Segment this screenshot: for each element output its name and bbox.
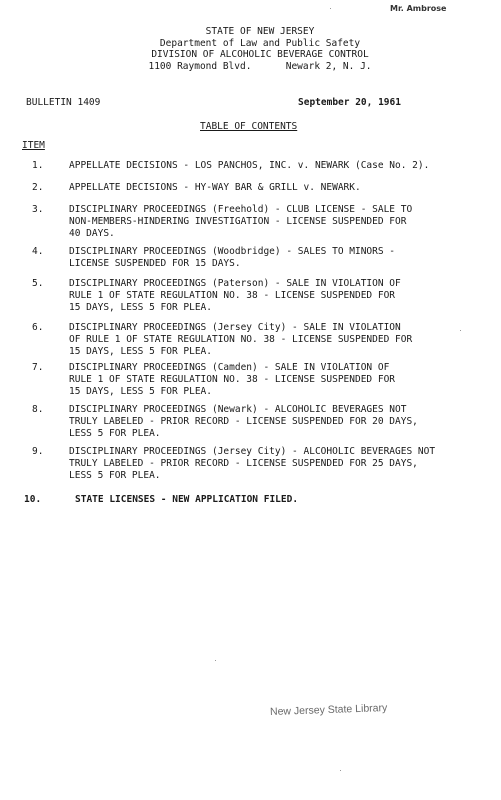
- bulletin-number: BULLETIN 1409: [26, 97, 101, 108]
- toc-item-text-line: 15 DAYS, LESS 5 FOR PLEA.: [69, 345, 212, 357]
- toc-item-number: 3.: [32, 204, 44, 215]
- toc-item-text-line: DISCIPLINARY PROCEEDINGS (Paterson) - SALE IN VIOLATION OF: [69, 278, 401, 289]
- toc-item-text-line: LESS 5 FOR PLEA.: [69, 469, 161, 481]
- handwritten-annotation: Mr. Ambrose: [390, 4, 447, 13]
- toc-item-text-line: 40 DAYS.: [69, 227, 115, 239]
- toc-item-number: 9.: [32, 446, 44, 457]
- toc-item-text-line: RULE 1 OF STATE REGULATION NO. 38 - LICENSE SUSPENDED FOR: [69, 289, 396, 301]
- toc-item-text-line: DISCIPLINARY PROCEEDINGS (Jersey City) - ALCOHOLIC BEVERAGES NOT: [69, 446, 436, 457]
- toc-item-number: 2.: [32, 182, 44, 193]
- toc-item-text-line: LESS 5 FOR PLEA.: [69, 427, 161, 439]
- toc-item-number: 8.: [32, 404, 44, 415]
- toc-item-text-line: TRULY LABELED - PRIOR RECORD - LICENSE SUSPENDED FOR 25 DAYS,: [69, 457, 418, 469]
- bulletin-date: September 20, 1961: [298, 97, 401, 108]
- header-address: 1100 Raymond Blvd. Newark 2, N. J.: [148, 60, 372, 72]
- toc-item-text-line: APPELLATE DECISIONS - LOS PANCHOS, INC. v. NEWARK (Case No. 2).: [69, 160, 430, 171]
- toc-item-text-line: LICENSE SUSPENDED FOR 15 DAYS.: [69, 257, 241, 269]
- toc-item-text-line: APPELLATE DECISIONS - HY-WAY BAR & GRILL v. NEWARK.: [69, 182, 361, 193]
- header-department: Department of Law and Public Safety: [159, 37, 361, 49]
- toc-item-number: 4.: [32, 246, 44, 257]
- toc-item-number: 5.: [32, 278, 44, 289]
- toc-item-text-line: STATE LICENSES - NEW APPLICATION FILED.: [75, 494, 299, 505]
- header-division: DIVISION OF ALCOHOLIC BEVERAGE CONTROL: [151, 49, 369, 60]
- toc-item-text-line: 15 DAYS, LESS 5 FOR PLEA.: [69, 385, 212, 397]
- toc-item-text-line: RULE 1 OF STATE REGULATION NO. 38 - LICENSE SUSPENDED FOR: [69, 373, 396, 385]
- toc-item-number: 6.: [32, 322, 44, 333]
- toc-item-number: 1.: [32, 160, 44, 171]
- toc-item-text-line: OF RULE 1 OF STATE REGULATION NO. 38 - LICENSE SUSPENDED FOR: [69, 333, 413, 345]
- toc-item-text-line: 15 DAYS, LESS 5 FOR PLEA.: [69, 301, 212, 313]
- header-state: STATE OF NEW JERSEY: [205, 26, 315, 37]
- toc-item-text-line: DISCIPLINARY PROCEEDINGS (Freehold) - CLUB LICENSE - SALE TO: [69, 204, 413, 215]
- toc-item-number: 7.: [32, 362, 44, 373]
- item-column-header: ITEM: [22, 140, 45, 151]
- toc-item-text-line: TRULY LABELED - PRIOR RECORD - LICENSE SUSPENDED FOR 20 DAYS,: [69, 415, 418, 427]
- toc-item-number: 10.: [24, 494, 42, 505]
- toc-item-text-line: DISCIPLINARY PROCEEDINGS (Woodbridge) - SALES TO MINORS -: [69, 246, 396, 257]
- toc-item-text-line: DISCIPLINARY PROCEEDINGS (Camden) - SALE IN VIOLATION OF: [69, 362, 390, 373]
- toc-item-text-line: NON-MEMBERS-HINDERING INVESTIGATION - LICENSE SUSPENDED FOR: [69, 215, 407, 227]
- toc-item-text-line: DISCIPLINARY PROCEEDINGS (Newark) - ALCOHOLIC BEVERAGES NOT: [69, 404, 407, 415]
- toc-item-text-line: DISCIPLINARY PROCEEDINGS (Jersey City) - SALE IN VIOLATION: [69, 322, 401, 333]
- toc-title: TABLE OF CONTENTS: [200, 121, 298, 132]
- library-stamp: New Jersey State Library: [269, 701, 388, 719]
